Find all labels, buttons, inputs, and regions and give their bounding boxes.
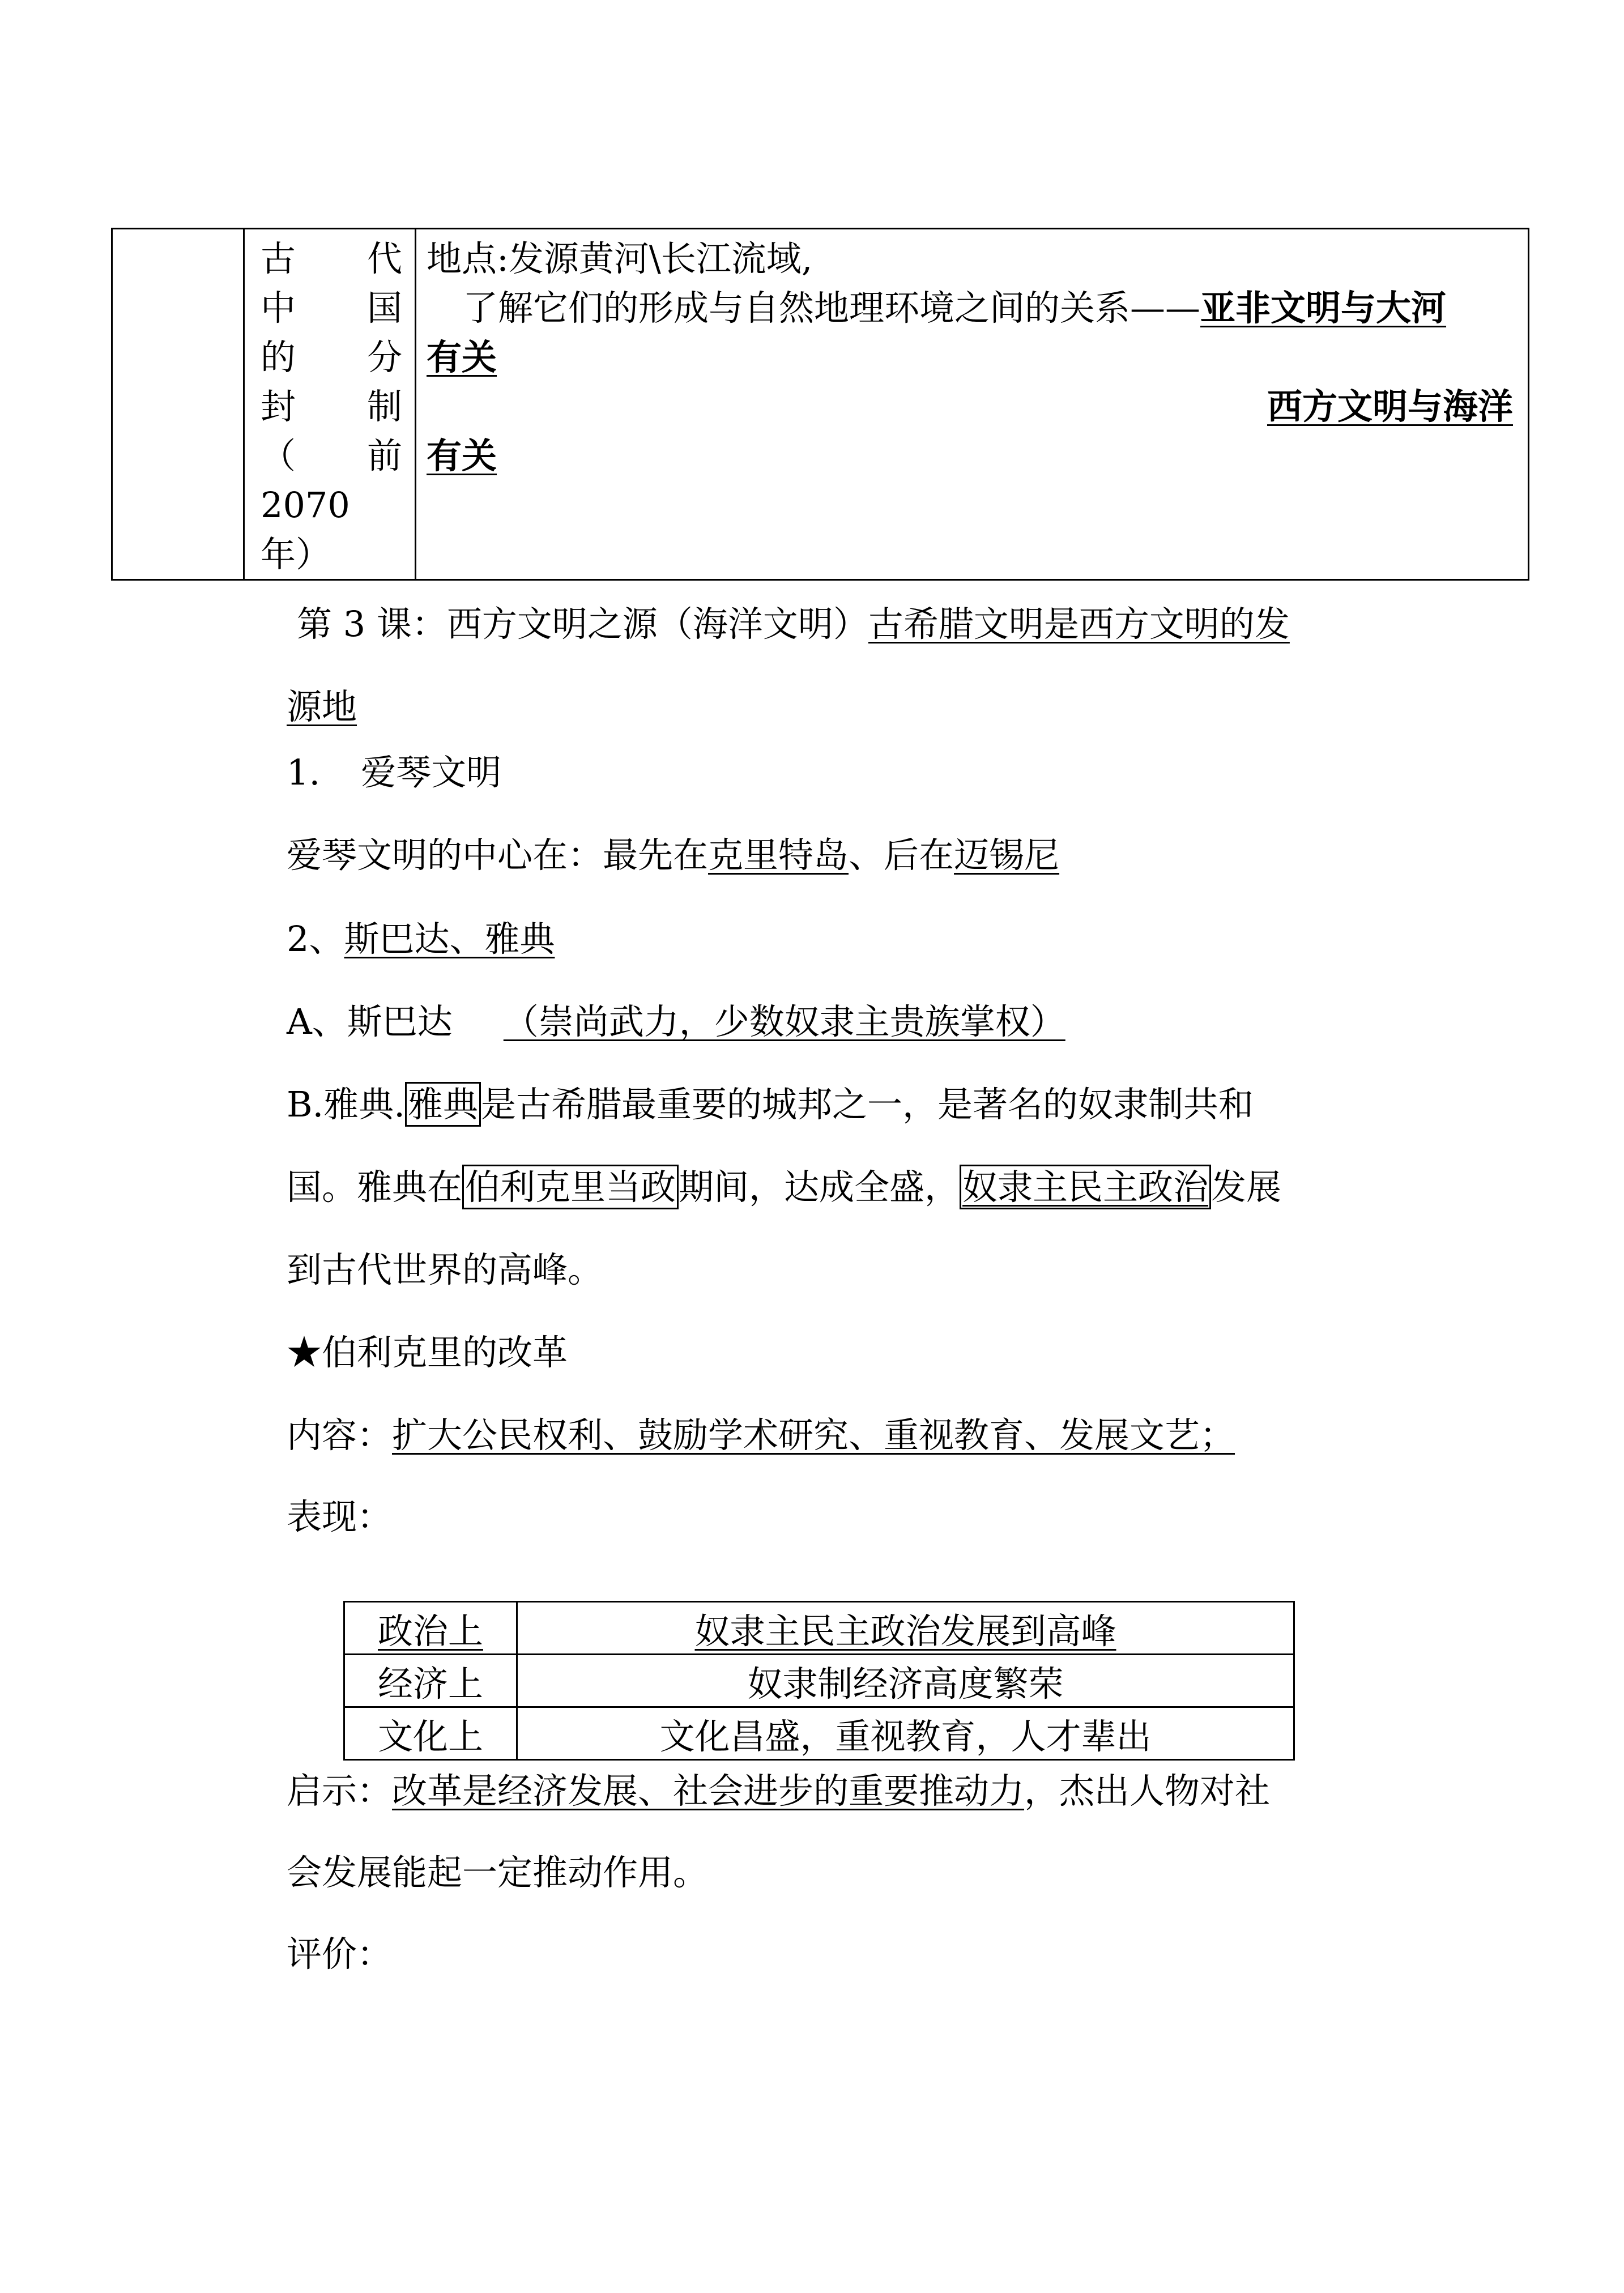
section1-number: 1. xyxy=(287,752,321,793)
economy-label: 经济上 xyxy=(344,1655,517,1707)
performance-table xyxy=(343,1601,1295,1761)
insight-label: 启示： xyxy=(287,1770,393,1812)
insight-line-1 xyxy=(287,1763,1270,1813)
lesson-title xyxy=(297,596,1290,646)
economy-value: 奴隶制经济高度繁荣 xyxy=(517,1655,1294,1707)
performance-label: 表现： xyxy=(287,1496,393,1537)
lesson-title-text: 第 3 课：西方文明之源（海洋文明） xyxy=(297,603,868,645)
relation-line xyxy=(427,283,1513,333)
athens-label: B.雅典. xyxy=(287,1084,405,1125)
western-em-cont: 有关 xyxy=(427,435,497,476)
section2-number: 2、 xyxy=(287,918,344,960)
evaluation-label: 评价： xyxy=(287,1933,393,1975)
athens-text-4: 发展 xyxy=(1211,1166,1282,1208)
top-table xyxy=(111,228,1529,581)
period-char: （ xyxy=(261,435,296,476)
period-char: 制 xyxy=(366,386,402,427)
relation-em: 亚非文明与大河 xyxy=(1200,287,1447,329)
western-em: 西方文明与海洋 xyxy=(1267,386,1513,427)
athens-line-2 xyxy=(287,1159,1281,1209)
mycenae-text: 迈锡尼 xyxy=(954,834,1060,876)
insight-line-2 xyxy=(287,1844,708,1895)
politics-label-cell xyxy=(344,1602,517,1655)
sparta-label: A、斯巴达 xyxy=(287,1001,453,1042)
aegean-center-line xyxy=(287,827,1059,877)
western-line xyxy=(427,382,1513,431)
insight-text-1: ，杰出人物对社 xyxy=(1024,1770,1271,1812)
crete-text: 克里特岛 xyxy=(708,834,849,876)
relation-em-cont: 有关 xyxy=(427,336,497,378)
athens-box: 雅典 xyxy=(405,1082,481,1127)
insight-em: 改革是经济发展、社会进步的重要推动力 xyxy=(392,1770,1025,1812)
western-line-cont xyxy=(427,431,1513,480)
pericles-box: 伯利克里当政 xyxy=(462,1165,679,1209)
reform-content-line xyxy=(287,1407,1235,1457)
lesson-title-em-cont: 源地 xyxy=(287,686,357,727)
relation-line-cont xyxy=(427,333,1513,382)
insight-text-2: 会发展能起一定推动作用。 xyxy=(287,1852,709,1893)
culture-value: 文化昌盛，重视教育，人才辈出 xyxy=(517,1707,1294,1760)
culture-label: 文化上 xyxy=(344,1707,517,1760)
period-char: 封 xyxy=(261,386,296,427)
location-line: 地点:发源黄河\长江流域, xyxy=(427,238,813,279)
period-char: 年） xyxy=(261,534,331,575)
athens-text-1: 是古希腊最重要的城邦之一，是著名的奴隶制共和 xyxy=(481,1084,1254,1125)
top-table-period-cell xyxy=(244,229,416,580)
aegean-sep: 、后在 xyxy=(849,834,954,876)
reform-performance-label xyxy=(287,1489,392,1539)
section1-title: 爱琴文明 xyxy=(361,752,502,793)
reform-title: ★伯利克里的改革 xyxy=(287,1332,568,1373)
table-row xyxy=(344,1602,1294,1655)
sparta-note: （崇尚武力，少数奴隶主贵族掌权） xyxy=(503,1001,1065,1042)
table-row xyxy=(344,1707,1294,1760)
politics-value: 奴隶主民主政治发展到高峰 xyxy=(694,1610,1116,1652)
reform-content-label: 内容： xyxy=(287,1414,393,1456)
relation-text: 了解它们的形成与自然地理环境之间的关系—— xyxy=(463,287,1201,329)
section1-heading xyxy=(287,744,501,795)
athens-text-2: 国。雅典在 xyxy=(287,1166,463,1208)
period-char: 代 xyxy=(366,238,402,279)
athens-text-5: 到古代世界的高峰。 xyxy=(287,1249,603,1290)
lesson-title-cont xyxy=(287,679,357,729)
section2-heading xyxy=(287,911,555,961)
period-char: 国 xyxy=(366,287,402,329)
period-char: 中 xyxy=(261,287,296,329)
top-table-content-cell xyxy=(416,229,1529,580)
aegean-center-text: 爱琴文明的中心在：最先在 xyxy=(287,834,709,876)
period-char: 分 xyxy=(366,336,402,378)
athens-line-3 xyxy=(287,1242,603,1292)
evaluation-line xyxy=(287,1926,392,1976)
table-row xyxy=(344,1655,1294,1707)
period-char: 前 xyxy=(366,435,402,476)
politics-value-cell xyxy=(517,1602,1294,1655)
reform-heading xyxy=(287,1324,568,1375)
period-char: 2070 xyxy=(261,484,350,526)
sparta-line xyxy=(287,994,1065,1044)
lesson-title-em: 古希腊文明是西方文明的发 xyxy=(868,603,1290,645)
athens-text-3: 期间，达成全盛， xyxy=(679,1166,960,1208)
top-table-empty-cell xyxy=(112,229,244,580)
reform-content-text: 扩大公民权利、鼓励学术研究、重视教育、发展文艺； xyxy=(392,1414,1235,1456)
athens-line-1 xyxy=(287,1076,1254,1127)
period-char: 的 xyxy=(261,336,296,378)
section2-title: 斯巴达、雅典 xyxy=(344,918,555,960)
democracy-box: 奴隶主民主政治 xyxy=(960,1165,1211,1209)
period-char: 古 xyxy=(261,238,296,279)
politics-label: 政治上 xyxy=(377,1610,483,1652)
